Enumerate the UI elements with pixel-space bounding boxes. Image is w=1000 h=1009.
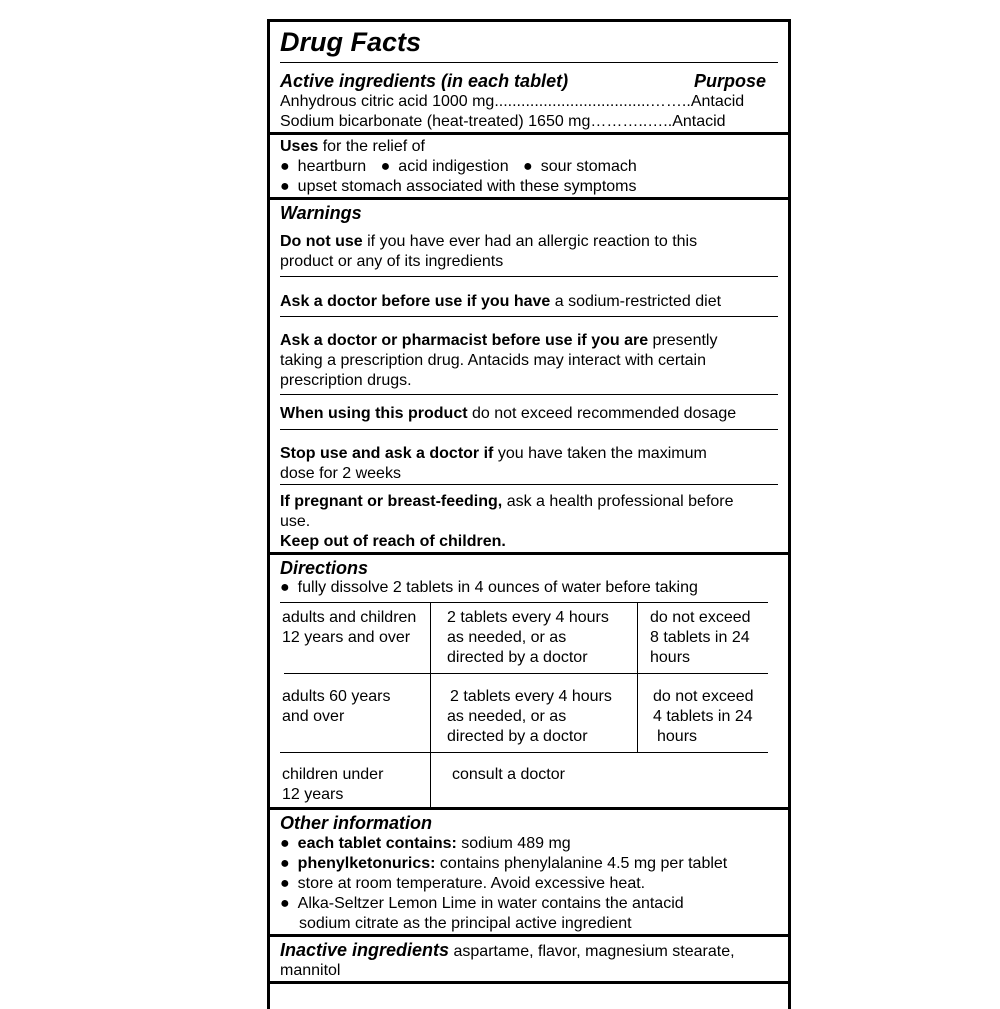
use-item: sour stomach — [540, 158, 637, 175]
warning-label: If pregnant or breast-feeding, — [280, 493, 503, 510]
warning-label: Ask a doctor before use if you have — [280, 293, 551, 310]
table-cell-who: and over — [282, 708, 345, 725]
use-item: upset stomach associated with these symptoms — [297, 178, 637, 195]
inactive-heading: Inactive ingredients — [280, 940, 450, 960]
do-not-use-warning-cont: product or any of its ingredients — [280, 253, 504, 270]
warnings-heading: Warnings — [280, 203, 362, 223]
table-cell-who: 12 years — [282, 786, 344, 803]
other-info-text: contains phenylalanine 4.5 mg per tablet — [435, 855, 728, 872]
do-not-use-warning — [280, 232, 697, 252]
other-info-item — [280, 894, 684, 914]
table-column-divider — [430, 602, 431, 807]
inactive-ingredients — [280, 939, 735, 962]
warning-text: you have taken the maximum — [493, 445, 707, 462]
other-info-label: each tablet contains: — [297, 835, 457, 852]
leader-dots: ...................................…….. — [494, 93, 691, 110]
bullet-icon: ● — [280, 895, 290, 912]
ask-pharmacist-warning — [280, 331, 717, 351]
purpose-heading: Purpose — [694, 71, 767, 91]
warning-label: Stop use and ask a doctor if — [280, 445, 494, 462]
active-ingredients-heading: Active ingredients (in each tablet) — [280, 71, 569, 91]
other-info-item — [280, 834, 571, 854]
inactive-text: aspartame, flavor, magnesium stearate, — [449, 943, 735, 960]
other-info-text: sodium 489 mg — [456, 835, 571, 852]
divider — [280, 276, 778, 277]
table-cell-who: adults and children — [282, 609, 417, 626]
ingredient-purpose: Antacid — [690, 93, 745, 110]
table-cell-who: 12 years and over — [282, 629, 411, 646]
section-divider — [270, 197, 788, 200]
inactive-ingredients-cont: mannitol — [280, 962, 341, 979]
section-divider — [270, 552, 788, 555]
use-item: acid indigestion — [398, 158, 509, 175]
active-ingredient-row — [280, 92, 744, 112]
table-cell-dose: as needed, or as — [447, 629, 567, 646]
table-row-divider — [284, 673, 768, 674]
warning-label: Ask a doctor or pharmacist before use if you are — [280, 332, 649, 349]
bullet-icon: ● — [280, 158, 290, 175]
warning-label: When using this product — [280, 405, 468, 422]
stop-use-warning-cont: dose for 2 weeks — [280, 465, 401, 482]
section-divider — [270, 132, 788, 135]
bullet-icon: ● — [280, 579, 290, 596]
table-cell-max: hours — [650, 649, 691, 666]
table-cell-dose: consult a doctor — [452, 766, 565, 783]
table-cell-max: 8 tablets in 24 — [650, 629, 750, 646]
ingredient-name: Anhydrous citric acid 1000 mg — [280, 93, 495, 110]
warning-text: a sodium-restricted diet — [550, 293, 722, 310]
keep-out-of-reach: Keep out of reach of children. — [280, 533, 506, 550]
table-cell-dose: 2 tablets every 4 hours — [450, 688, 612, 705]
pregnancy-warning-cont: use. — [280, 513, 311, 530]
uses-list — [280, 157, 637, 177]
other-info-text: store at room temperature. Avoid excessive heat. — [297, 875, 646, 892]
drug-facts-panel — [267, 19, 791, 1009]
divider — [280, 394, 778, 395]
table-cell-max: do not exceed — [650, 609, 751, 626]
warning-text: if you have ever had an allergic reaction to this — [362, 233, 698, 250]
warning-label: Do not use — [280, 233, 363, 250]
ask-doctor-warning — [280, 292, 721, 312]
directions-heading: Directions — [280, 558, 369, 578]
divider — [280, 62, 778, 63]
uses-intro-text: for the relief of — [318, 138, 425, 155]
other-info-item — [280, 874, 645, 894]
divider — [280, 316, 778, 317]
section-divider — [270, 807, 788, 810]
bullet-icon: ● — [380, 158, 391, 175]
stop-use-warning — [280, 444, 707, 464]
bullet-icon: ● — [280, 835, 290, 852]
table-cell-who: children under — [282, 766, 384, 783]
bullet-icon: ● — [280, 875, 290, 892]
other-info-label: phenylketonurics: — [297, 855, 436, 872]
table-row-divider — [280, 752, 768, 753]
table-cell-max: do not exceed — [653, 688, 754, 705]
table-cell-dose: directed by a doctor — [447, 649, 588, 666]
ask-pharmacist-warning-cont: taking a prescription drug. Antacids may interact with certain — [280, 352, 706, 369]
uses-heading: Uses — [280, 138, 319, 155]
bullet-icon: ● — [523, 158, 533, 175]
warning-text: do not exceed recommended dosage — [467, 405, 737, 422]
table-cell-dose: directed by a doctor — [447, 728, 588, 745]
when-using-warning — [280, 404, 736, 424]
table-cell-max: 4 tablets in 24 — [653, 708, 753, 725]
table-top-border — [280, 602, 768, 603]
directions-text: fully dissolve 2 tablets in 4 ounces of water before taking — [297, 579, 698, 596]
uses-intro — [280, 137, 425, 157]
bullet-icon: ● — [280, 855, 290, 872]
warning-text: ask a health professional before — [502, 493, 734, 510]
other-info-heading: Other information — [280, 813, 432, 833]
ask-pharmacist-warning-cont: prescription drugs. — [280, 372, 412, 389]
warning-text: presently — [648, 332, 718, 349]
bullet-icon: ● — [280, 178, 290, 195]
table-cell-max: hours — [657, 728, 698, 745]
table-cell-dose: as needed, or as — [447, 708, 567, 725]
pregnancy-warning — [280, 492, 734, 512]
table-cell-who: adults 60 years — [282, 688, 391, 705]
active-ingredient-row — [280, 112, 726, 132]
section-divider — [270, 981, 788, 984]
other-info-item-cont: sodium citrate as the principal active ingredient — [299, 915, 632, 932]
uses-list-item — [280, 177, 637, 197]
other-info-text: Alka-Seltzer Lemon Lime in water contains the antacid — [297, 895, 684, 912]
leader-dots: ………..….. — [590, 113, 673, 130]
drug-facts-title: Drug Facts — [280, 27, 422, 57]
use-item: heartburn — [297, 158, 367, 175]
ingredient-purpose: Antacid — [672, 113, 726, 130]
section-divider — [270, 934, 788, 937]
other-info-item — [280, 854, 727, 874]
directions-bullet — [280, 578, 698, 598]
divider — [280, 484, 778, 485]
table-cell-dose: 2 tablets every 4 hours — [447, 609, 609, 626]
ingredient-name: Sodium bicarbonate (heat-treated) 1650 mg — [280, 113, 591, 130]
table-column-divider — [637, 602, 638, 752]
divider — [280, 429, 778, 430]
